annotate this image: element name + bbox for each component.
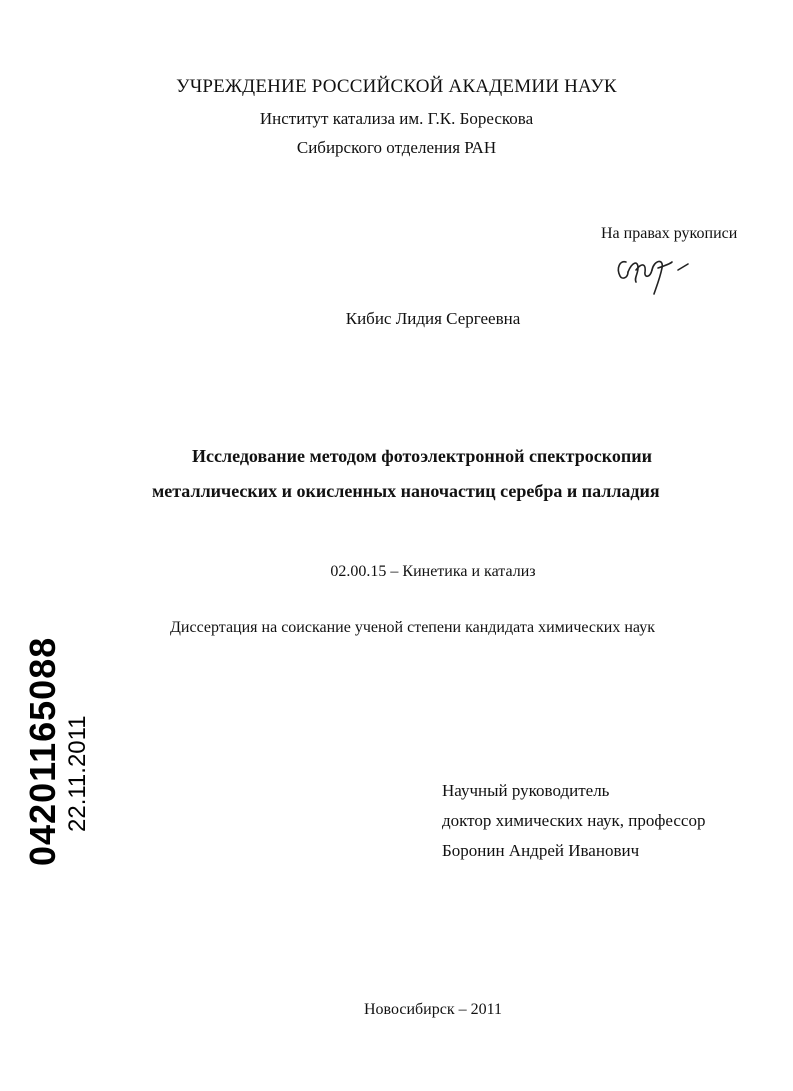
advisor-name: Боронин Андрей Иванович (442, 841, 640, 860)
registration-date-stamp: 22.11.2011 (64, 715, 91, 832)
signature (612, 248, 697, 298)
author-name: Кибис Лидия Сергеевна (345, 309, 521, 328)
institute-name: Институт катализа им. Г.К. Борескова (259, 109, 534, 128)
thesis-title-line-2: металлических и окисленных наночастиц серебра и палладия (152, 481, 660, 501)
institution-name: УЧРЕЖДЕНИЕ РОССИЙСКОЙ АКАДЕМИИ НАУК (176, 76, 617, 97)
manuscript-rights-note: На правах рукописи (601, 225, 738, 242)
registration-number-stamp: 04201165088 (22, 636, 63, 866)
advisor-role: Научный руководитель (442, 781, 610, 800)
thesis-title-line-1: Исследование методом фотоэлектронной спектроскопии (192, 446, 652, 466)
branch-name: Сибирского отделения РАН (296, 138, 497, 157)
specialty-code: 02.00.15 – Кинетика и катализ (330, 563, 536, 580)
advisor-degree: доктор химических наук, профессор (442, 811, 706, 830)
city-year: Новосибирск – 2011 (363, 1001, 503, 1018)
dissertation-type: Диссертация на соискание ученой степени кандидата химических наук (170, 619, 655, 636)
